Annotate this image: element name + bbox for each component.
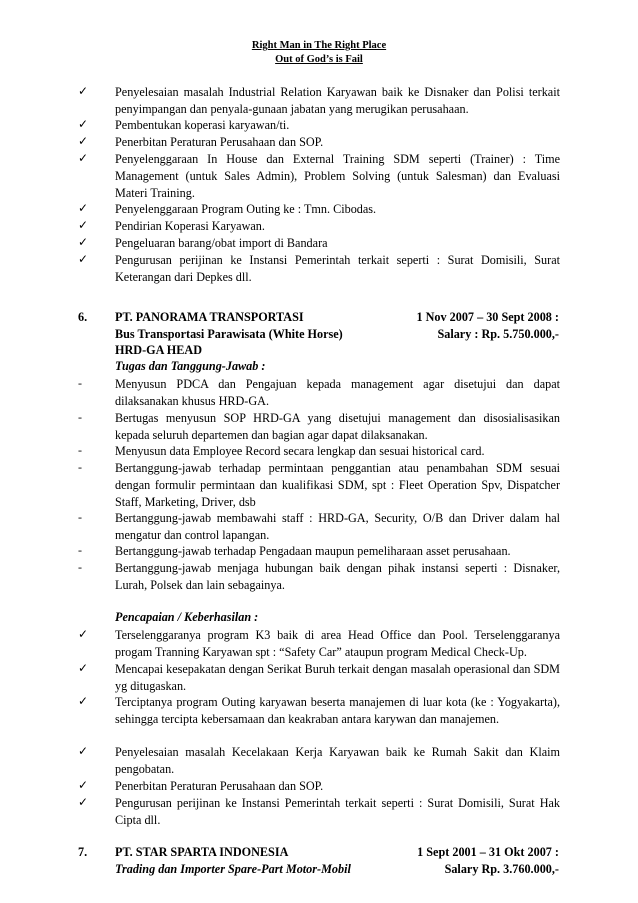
dash-bullet: - [78, 560, 82, 574]
company-name: PT. PANORAMA TRANSPORTASI [115, 310, 304, 324]
company-name: PT. STAR SPARTA INDONESIA [115, 845, 289, 859]
business-type: Trading dan Importer Spare-Part Motor-Mobil [115, 862, 351, 876]
business-type: Bus Transportasi Parawisata (White Horse) [115, 327, 343, 341]
check-icon: ✓ [78, 627, 89, 641]
check-icon: ✓ [78, 744, 89, 758]
job-period: 1 Nov 2007 – 30 Sept 2008 : [416, 310, 559, 324]
dash-bullet: - [78, 443, 82, 457]
achievements-title: Pencapaian / Keberhasilan : [115, 610, 259, 624]
dash-bullet: - [78, 410, 82, 424]
check-icon: ✓ [78, 694, 89, 708]
check-icon: ✓ [78, 201, 89, 215]
document-page: Right Man in The Right Place Out of God’s is Fail ✓ Penyelesaian masalah Industrial Relation Karyawan baik ke Disnaker dan Polisi terkait penyimpangan dan penyala-gunaan jabatan yang merugikan perusahaan. ✓ Pembentukan koperasi karyawan/ti. ✓ Penerbitan Peraturan Perusahaan dan SOP. ✓ Penyelenggaraan In House dan External Training SDM seperti (Trainer) : Time Management (untuk Sales Admin), Problem Solving (untuk Salesman) dan Evaluasi Materi Training. ✓ Penyelenggaraan Program Outing ke : Tmn. Cibodas. ✓ Pendirian Koperasi Karyawan. ✓ Pengeluaran barang/obat import di Bandara ✓ Pengurusan perijinan ke Instansi Pemerintah terkait seperti : Surat Domisili, Surat Keterangan dari Depkes dll. 6. PT. PANORAMA TRANSPORTASI 1 Nov 2007 – 30 Sept 2008 : Bus Transportasi Parawisata (White Horse) Salary : Rp. 5.750.000,- HRD-GA HEAD Tugas dan Tanggung-Jawab : - Menyusun PDCA dan Pengajuan kepada management agar disetujui dan dapat dilaksanakan khusus HRD-GA. - Bertugas menyusun SOP HRD-GA yang disetujui management dan disosialisasikan kepada seluruh departemen dan bagian agar dapat dilaksanakan. - Menyusun data Employee Record secara lengkap dan sesuai historical card. - Bertanggung-jawab terhadap permintaan penggantian atau penambahan SDM sesuai dengan formulir permintaan dan kualifikasi SDM, spt : Fleet Operation Spv, Dispatcher Staff, Marketing, Driver, dsb - Bertanggung-jawab membawahi staff : HRD-GA, Security, O/B dan Driver dalam hal mengatur dan control lapangan. - Bertanggung-jawab terhadap Pengadaan maupun pemeliharaan asset perusahaan. - Bertanggung-jawab menjaga hubungan baik dengan pihak instansi seperti : Disnaker, Lurah, Polsek dan lain sebagainya. Pencapaian / Keberhasilan : ✓ Terselenggaranya program K3 baik di area Head Office dan Pool. Terselenggaranya progam Tranning Karyawan spt : “Safety Car” ataupun program Medical Check-Up. ✓ Mencapai kesepakatan dengan Serikat Buruh terkait dengan masalah operasional dan SDM yg ditugaskan. ✓ Terciptanya program Outing karyawan beserta manajemen di luar kota (ke : Yogyakarta), sehingga tercipta kebersamaan dan keakraban antara karywan dan manajemen. ✓ Penyelesaian masalah Kecelakaan Kerja Karyawan baik ke Rumah Sakit dan Klaim pengobatan. ✓ Penerbitan Peraturan Perusahaan dan SOP. ✓ Pengurusan perijinan ke Instansi Pemerintah terkait seperti : Surat Domisili, Surat Hak Cipta dll. 7. PT. STAR SPARTA INDONESIA 1 Sept 2001 – 31 Okt 2007 : Trading dan Importer Spare-Part Motor-Mobil Salary Rp. 3.760.000,- [0, 0, 638, 903]
salary: Salary : Rp. 5.750.000,- [437, 327, 559, 341]
header-title: Right Man in The Right Place [251, 40, 387, 51]
check-icon: ✓ [78, 795, 89, 809]
job-period: 1 Sept 2001 – 31 Okt 2007 : [417, 845, 559, 859]
check-icon: ✓ [78, 235, 89, 249]
duties-title: Tugas dan Tanggung-Jawab : [115, 359, 266, 373]
header-subtitle: Out of God’s is Fail [275, 54, 363, 65]
dash-bullet: - [78, 460, 82, 474]
check-icon: ✓ [78, 151, 89, 165]
check-icon: ✓ [78, 252, 89, 266]
check-icon: ✓ [78, 661, 89, 675]
check-icon: ✓ [78, 218, 89, 232]
check-icon: ✓ [78, 117, 89, 131]
check-icon: ✓ [78, 134, 89, 148]
dash-bullet: - [78, 510, 82, 524]
check-icon: ✓ [78, 84, 89, 98]
job-number: 6. [78, 310, 88, 324]
job-number: 7. [78, 845, 88, 859]
check-icon: ✓ [78, 778, 89, 792]
salary: Salary Rp. 3.760.000,- [444, 862, 559, 876]
dash-bullet: - [78, 376, 82, 390]
position-title: HRD-GA HEAD [115, 343, 203, 357]
dash-bullet: - [78, 543, 82, 557]
